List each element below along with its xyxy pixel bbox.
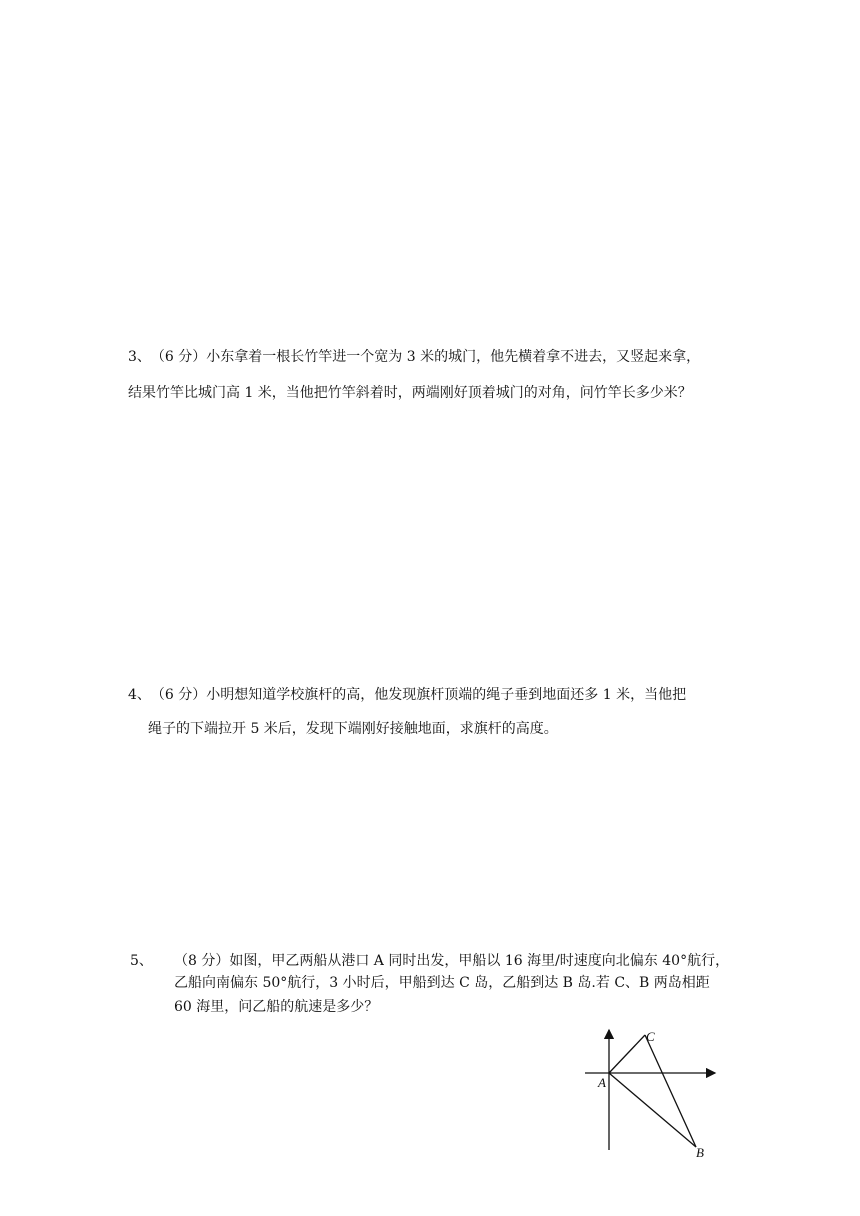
question-3-text-line-2: 结果竹竿比城门高 1 米，当他把竹竿斜着时，两端刚好顶着城门的对角，问竹竿长多少米？	[128, 385, 692, 401]
question-3-number: 3、	[128, 349, 151, 365]
question-4-text-line-1: （6 分）小明想知道学校旗杆的高，他发现旗杆顶端的绳子垂到地面还多 1 米，当他把	[150, 687, 687, 703]
segment-ab	[609, 1073, 696, 1147]
segment-ac	[609, 1035, 645, 1073]
question-3-text-line-1: （6 分）小东拿着一根长竹竿进一个宽为 3 米的城门，他先横着拿不进去，又竖起来拿，	[150, 349, 701, 365]
label-c: C	[646, 1029, 655, 1044]
question-5-text-line-2: 乙船向南偏东 50°航行，3 小时后，甲船到达 C 岛，乙船到达 B 岛.若 C、B 两岛相距	[174, 975, 710, 991]
question-5-text-line-1: （8 分）如图，甲乙两船从港口 A 同时出发，甲船以 16 海里/时速度向北偏东 40°航行，	[174, 953, 730, 969]
label-a: A	[598, 1075, 606, 1090]
question-4-number: 4、	[128, 687, 151, 703]
question-5-number: 5、	[130, 953, 153, 969]
question-4-text-line-2: 绳子的下端拉开 5 米后，发现下端刚好接触地面，求旗杆的高度。	[148, 721, 558, 737]
question-5-text-line-3: 60 海里，问乙船的航速是多少？	[174, 999, 379, 1015]
label-b: B	[696, 1145, 704, 1160]
segment-cb	[645, 1035, 696, 1147]
